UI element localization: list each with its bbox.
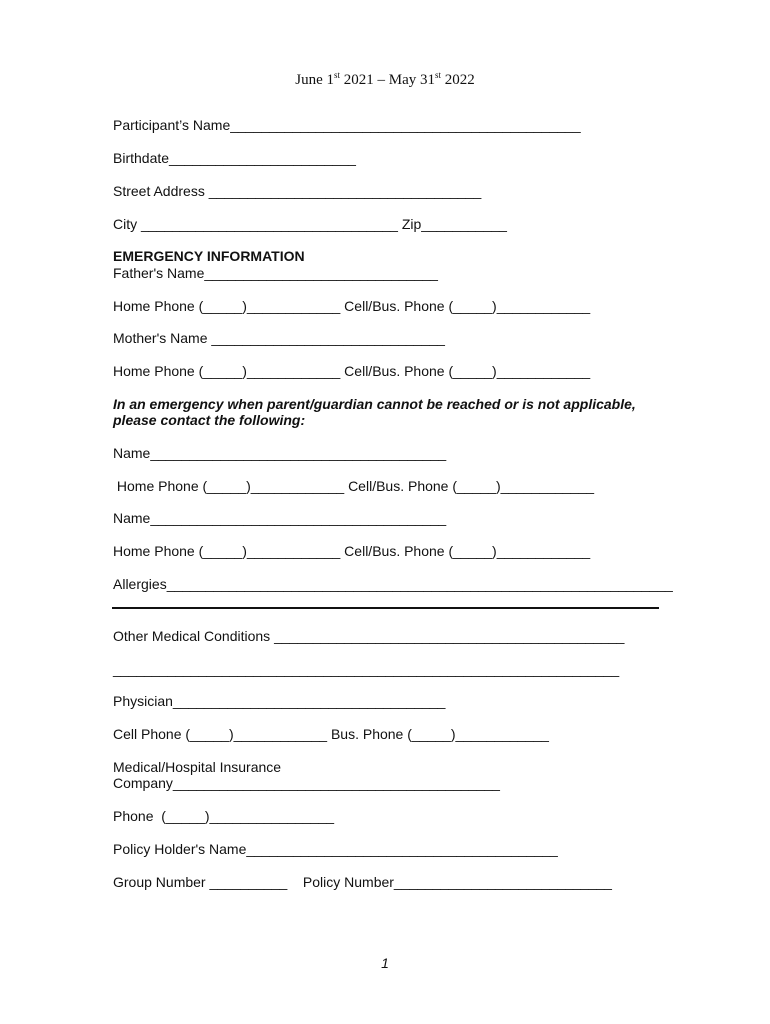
date-end-suffix: st — [435, 70, 442, 80]
date-middle: 2021 – May 31 — [340, 72, 435, 88]
physician-field[interactable]: Physician___________________________________ — [113, 693, 446, 709]
date-start-suffix: st — [333, 70, 340, 80]
participant-name-field[interactable]: Participant’s Name_____________________________________________ — [113, 117, 581, 133]
allergies-field[interactable]: Allergies_________________________________________________________________ — [113, 576, 673, 592]
street-address-field[interactable]: Street Address ___________________________________ — [113, 183, 482, 199]
other-medical-conditions-continued[interactable]: _________________________________________________________________ — [113, 661, 620, 677]
date-start: June 1 — [295, 72, 334, 88]
date-end: 2022 — [441, 72, 475, 88]
page-number: 1 — [381, 955, 389, 971]
insurance-company-field[interactable]: Company__________________________________________ — [113, 775, 500, 791]
contact2-phones-field[interactable]: Home Phone (_____)____________ Cell/Bus. Phone (_____)____________ — [113, 543, 591, 559]
emergency-notice-line-1: In an emergency when parent/guardian cannot be reached or is not applicable, — [113, 396, 636, 412]
father-phones-field[interactable]: Home Phone (_____)____________ Cell/Bus. Phone (_____)____________ — [113, 298, 591, 314]
fathers-name-field[interactable]: Father's Name______________________________ — [113, 265, 438, 281]
insurance-label: Medical/Hospital Insurance — [113, 759, 282, 775]
mother-phones-field[interactable]: Home Phone (_____)____________ Cell/Bus. Phone (_____)____________ — [113, 363, 591, 379]
section-divider — [112, 607, 659, 609]
other-medical-conditions-field[interactable]: Other Medical Conditions _____________________________________________ — [113, 628, 625, 644]
physician-phones-field[interactable]: Cell Phone (_____)____________ Bus. Phone (_____)____________ — [113, 726, 549, 742]
mothers-name-field[interactable]: Mother's Name ______________________________ — [113, 330, 445, 346]
emergency-notice-line-2: please contact the following: — [113, 412, 306, 428]
group-policy-number-field[interactable]: Group Number __________ Policy Number____________________________ — [113, 874, 612, 890]
contact1-phones-field[interactable]: Home Phone (_____)____________ Cell/Bus. Phone (_____)____________ — [113, 478, 595, 494]
insurance-phone-field[interactable]: Phone (_____)________________ — [113, 808, 335, 824]
date-range-header — [0, 66, 770, 89]
contact1-name-field[interactable]: Name______________________________________ — [113, 445, 447, 461]
city-zip-field[interactable]: City _________________________________ Zip___________ — [113, 216, 507, 232]
contact2-name-field[interactable]: Name______________________________________ — [113, 510, 447, 526]
policy-holder-name-field[interactable]: Policy Holder's Name________________________________________ — [113, 841, 558, 857]
emergency-information-heading: EMERGENCY INFORMATION — [113, 248, 305, 264]
birthdate-field[interactable]: Birthdate________________________ — [113, 150, 356, 166]
